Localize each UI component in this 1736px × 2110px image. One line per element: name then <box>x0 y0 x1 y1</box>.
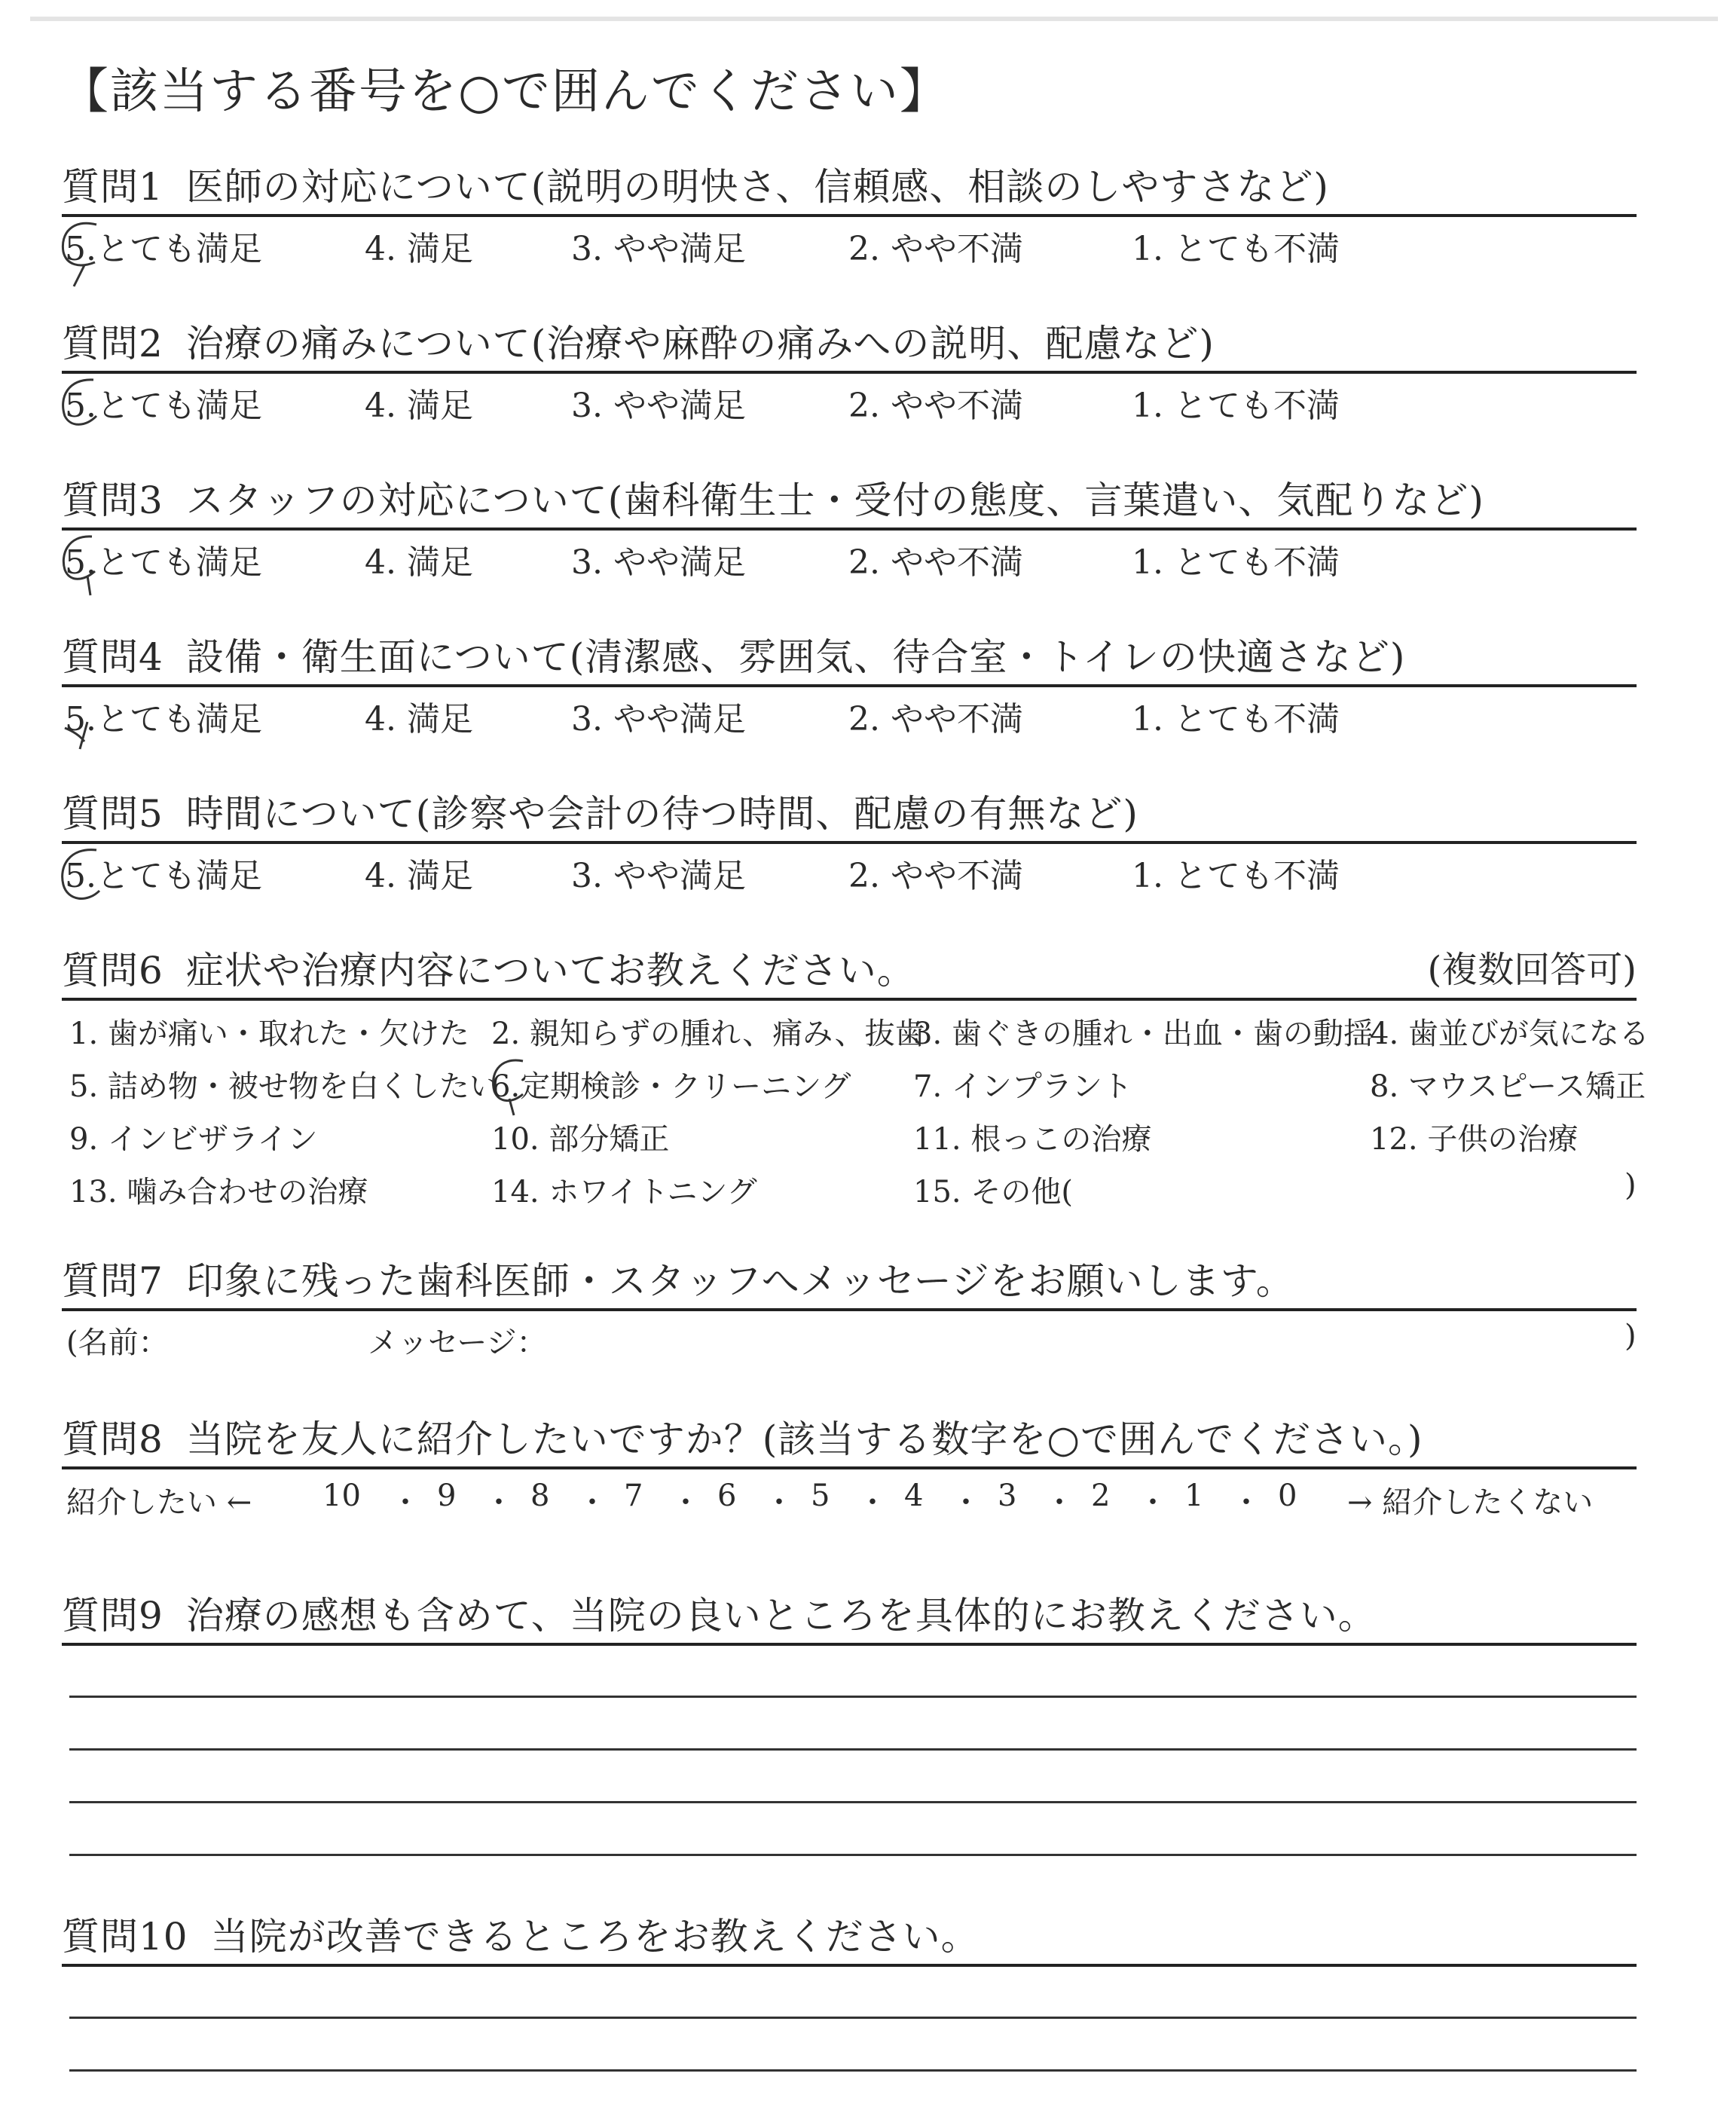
answer-line[interactable] <box>69 1748 1637 1751</box>
question-text: スタッフの対応について(歯科衛生士・受付の態度、言葉遣い、気配りなど) <box>185 479 1484 522</box>
option-4[interactable]: 4. 満足 <box>365 700 473 738</box>
question-text: 当院を友人に紹介したいですか？(該当する数字を○で囲んでください。) <box>185 1417 1423 1461</box>
option-5[interactable]: 5.とても満足 <box>65 387 262 425</box>
rating-options <box>62 222 1637 267</box>
option-1[interactable]: 1. とても不満 <box>1132 700 1340 738</box>
question-text: 症状や治療内容についてお教えください。 <box>185 949 915 992</box>
scale-value[interactable]: 1 <box>1184 1479 1204 1513</box>
scale-dot: ・ <box>857 1485 888 1520</box>
scale-dot: ・ <box>577 1485 607 1520</box>
other-close-paren: ) <box>1624 1168 1637 1203</box>
scale-dot: ・ <box>484 1485 514 1520</box>
question-text: 医師の対応について(説明の明快さ、信頼感、相談のしやすさなど) <box>185 165 1329 209</box>
answer-line[interactable] <box>69 2017 1637 2019</box>
question-5 <box>62 784 1637 895</box>
question-number: 質問2 <box>62 322 164 365</box>
option-5[interactable]: 5.とても満足 <box>65 230 262 268</box>
symptom-option[interactable]: 14. ホワイトニング <box>491 1175 757 1209</box>
name-label: (名前： <box>66 1326 169 1360</box>
option-4[interactable]: 4. 満足 <box>365 387 473 425</box>
option-5[interactable]: 5.とても満足 <box>65 543 262 582</box>
question-3 <box>62 470 1637 582</box>
option-5[interactable]: 5.とても満足 <box>65 857 262 895</box>
symptom-option[interactable]: 8. マウスピース矯正 <box>1370 1069 1646 1104</box>
symptom-option[interactable]: 3. 歯ぐきの腫れ・出血・歯の動揺 <box>913 1017 1374 1051</box>
question-2 <box>62 313 1637 425</box>
message-label: メッセージ： <box>368 1326 547 1360</box>
rating-options <box>62 378 1637 424</box>
option-2[interactable]: 2. やや不満 <box>848 387 1023 425</box>
scale-dot: ・ <box>671 1485 701 1520</box>
question-text: 当院が改善できるところをお教えください。 <box>210 1915 980 1959</box>
question-number: 質問9 <box>62 1594 164 1638</box>
answer-line[interactable] <box>69 1696 1637 1698</box>
option-4[interactable]: 4. 満足 <box>365 543 473 582</box>
question-rule <box>62 1964 1637 1967</box>
answer-line[interactable] <box>69 1801 1637 1803</box>
scale-dot: ・ <box>951 1485 981 1520</box>
question-number: 質問1 <box>62 165 164 209</box>
multiple-answer-note: (複数回答可) <box>1427 949 1637 991</box>
answer-line[interactable] <box>69 1854 1637 1856</box>
question-rule <box>62 528 1637 531</box>
question-text: 治療の感想も含めて、当院の良いところを具体的にお教えください。 <box>185 1594 1377 1638</box>
scale-value[interactable]: 9 <box>437 1479 457 1513</box>
question-number: 質問4 <box>62 635 164 679</box>
scale-dot: ・ <box>1231 1485 1261 1520</box>
question-text: 印象に残った歯科医師・スタッフへメッセージをお願いします。 <box>185 1259 1294 1303</box>
question-text: 治療の痛みについて(治療や麻酔の痛みへの説明、配慮など) <box>185 322 1215 365</box>
symptom-option[interactable]: 13. 噛み合わせの治療 <box>69 1175 368 1209</box>
symptom-option[interactable]: 5. 詰め物・被せ物を白くしたい <box>69 1069 500 1104</box>
question-number: 質問3 <box>62 479 164 522</box>
scale-value[interactable]: 6 <box>717 1479 737 1513</box>
scale-value[interactable]: 7 <box>624 1479 643 1513</box>
option-2[interactable]: 2. やや不満 <box>848 700 1023 738</box>
symptom-option[interactable]: 2. 親知らずの腫れ、痛み、抜歯 <box>491 1017 925 1051</box>
option-2[interactable]: 2. やや不満 <box>848 230 1023 268</box>
question-rule <box>62 1466 1637 1469</box>
question-rule <box>62 684 1637 687</box>
scale-value[interactable]: 4 <box>904 1479 924 1513</box>
rating-options <box>62 692 1637 737</box>
scan-top-edge <box>30 17 1718 21</box>
recommendation-scale <box>66 1479 1641 1524</box>
question-rule <box>62 841 1637 844</box>
symptom-option[interactable]: 6.定期検診・クリーニング <box>491 1069 851 1104</box>
question-number: 質問10 <box>62 1915 188 1959</box>
option-3[interactable]: 3. やや満足 <box>571 857 746 895</box>
rating-options <box>62 849 1637 894</box>
option-1[interactable]: 1. とても不満 <box>1132 857 1340 895</box>
question-rule <box>62 998 1637 1001</box>
symptom-option[interactable]: 12. 子供の治療 <box>1370 1122 1579 1157</box>
scale-dot: ・ <box>1138 1485 1168 1520</box>
option-5[interactable]: 5.とても満足 <box>65 700 262 738</box>
answer-line[interactable] <box>69 2069 1637 2072</box>
option-1[interactable]: 1. とても不満 <box>1132 387 1340 425</box>
question-number: 質問5 <box>62 792 164 836</box>
symptom-option[interactable]: 10. 部分矯正 <box>491 1122 670 1157</box>
scale-right-label: → 紹介したくない <box>1347 1485 1594 1520</box>
question-7 <box>62 1251 1637 1341</box>
symptom-option[interactable]: 7. インプラント <box>913 1069 1132 1104</box>
message-close-paren: ) <box>1624 1319 1637 1353</box>
question-4 <box>62 627 1637 738</box>
question-text: 設備・衛生面について(清潔感、雰囲気、待合室・トイレの快適さなど) <box>185 635 1406 679</box>
option-1[interactable]: 1. とても不満 <box>1132 543 1340 582</box>
symptom-option[interactable]: 1. 歯が痛い・取れた・欠けた <box>69 1017 469 1051</box>
question-1 <box>62 157 1637 268</box>
option-2[interactable]: 2. やや不満 <box>848 543 1023 582</box>
question-text: 時間について(診察や会計の待つ時間、配慮の有無など) <box>185 792 1138 836</box>
rating-options <box>62 535 1637 580</box>
option-4[interactable]: 4. 満足 <box>365 857 473 895</box>
question-rule <box>62 214 1637 217</box>
scale-value[interactable]: 8 <box>530 1479 550 1513</box>
option-4[interactable]: 4. 満足 <box>365 230 473 268</box>
option-3[interactable]: 3. やや満足 <box>571 387 746 425</box>
option-1[interactable]: 1. とても不満 <box>1132 230 1340 268</box>
question-number: 質問7 <box>62 1259 164 1303</box>
scale-left-label: 紹介したい ← <box>66 1485 252 1520</box>
symptom-option[interactable]: 4. 歯並びが気になる <box>1370 1017 1649 1051</box>
question-rule <box>62 1643 1637 1646</box>
form-instruction-header: 【該当する番号を○で囲んでください】 <box>60 64 949 120</box>
scale-value[interactable]: 10 <box>322 1479 361 1513</box>
question-9 <box>62 1586 1637 1676</box>
scale-dot: ・ <box>764 1485 794 1520</box>
scale-value[interactable]: 5 <box>811 1479 830 1513</box>
question-rule <box>62 1308 1637 1311</box>
question-number: 質問6 <box>62 949 164 992</box>
scale-value[interactable]: 2 <box>1091 1479 1111 1513</box>
scale-dot: ・ <box>390 1485 420 1520</box>
option-3[interactable]: 3. やや満足 <box>571 700 746 738</box>
question-number: 質問8 <box>62 1417 164 1461</box>
scale-value[interactable]: 0 <box>1278 1479 1297 1513</box>
question-10 <box>62 1907 1637 1997</box>
option-3[interactable]: 3. やや満足 <box>571 543 746 582</box>
question-rule <box>62 371 1637 374</box>
symptom-option-other[interactable]: 15. その他( <box>913 1175 1073 1209</box>
option-2[interactable]: 2. やや不満 <box>848 857 1023 895</box>
symptom-option[interactable]: 11. 根っこの治療 <box>913 1122 1152 1157</box>
option-3[interactable]: 3. やや満足 <box>571 230 746 268</box>
scale-dot: ・ <box>1044 1485 1074 1520</box>
scale-value[interactable]: 3 <box>998 1479 1017 1513</box>
symptom-option[interactable]: 9. インビザライン <box>69 1122 318 1157</box>
